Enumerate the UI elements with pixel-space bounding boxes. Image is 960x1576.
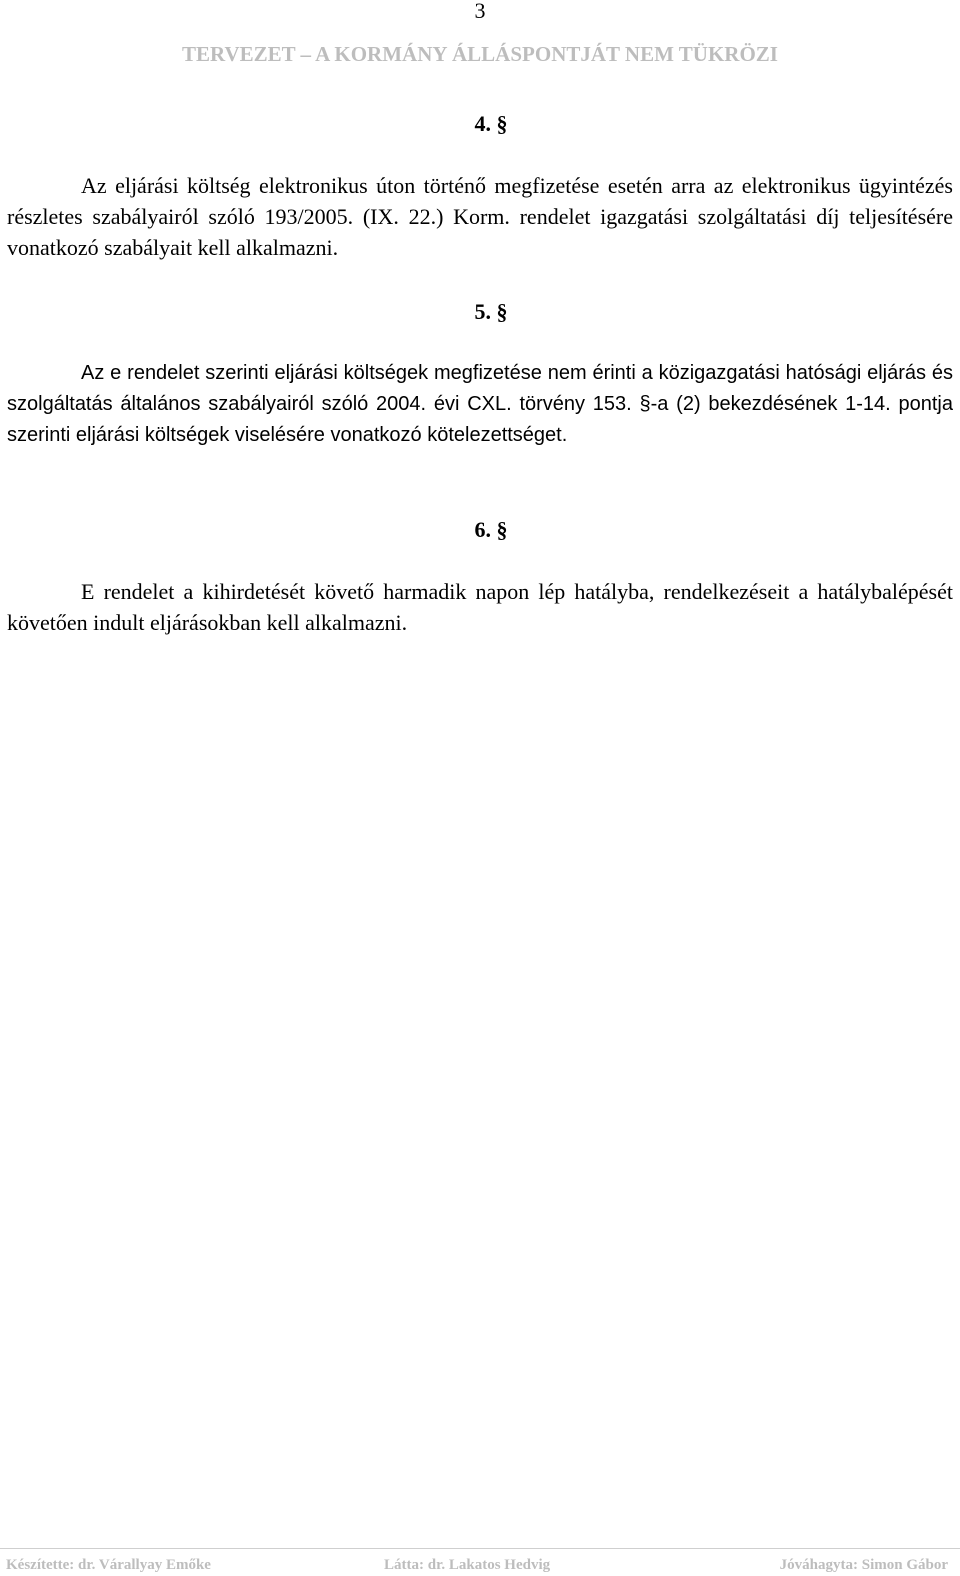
section-paragraph-5: Az e rendelet szerinti eljárási költségek megfizetése nem érinti a közigazgatási hatósági eljárás és szolgáltatás általános szabályairól szóló 2004. évi CXL. törvény 153. §-a (2) bekezdésének 1-14. pontja szerinti eljárási költségek viselésére vonatkozó kötelezettséget. xyxy=(7,362,953,446)
footer-prepared-by: Készítette: dr. Várallyay Emőke xyxy=(6,1557,211,1573)
page-number: 3 xyxy=(474,0,486,23)
footer-reviewed-by: Látta: dr. Lakatos Hedvig xyxy=(384,1557,551,1573)
footer-approved-by: Jóváhagyta: Simon Gábor xyxy=(779,1557,948,1573)
section-paragraph-6: E rendelet a kihirdetését követő harmadik napon lép hatályba, rendelkezéseit a hatálybalépését követően indult eljárásokban kell alkalmazni. xyxy=(7,579,953,635)
section-heading-6: 6. § xyxy=(474,517,508,542)
section-paragraph-4: Az eljárási költség elektronikus úton történő megfizetése esetén arra az elektronikus ügyintézés részletes szabályairól szóló 193/2005. (IX. 22.) Korm. rendelet igazgatási szolgáltatási díj teljesítésére vonatkozó szabályait kell alkalmazni. xyxy=(7,173,953,260)
draft-notice-header: TERVEZET – A KORMÁNY ÁLLÁSPONTJÁT NEM TÜKRÖZI xyxy=(182,42,778,66)
section-heading-4: 4. § xyxy=(474,111,508,136)
section-heading-5: 5. § xyxy=(474,299,508,324)
page-footer xyxy=(0,1548,960,1576)
